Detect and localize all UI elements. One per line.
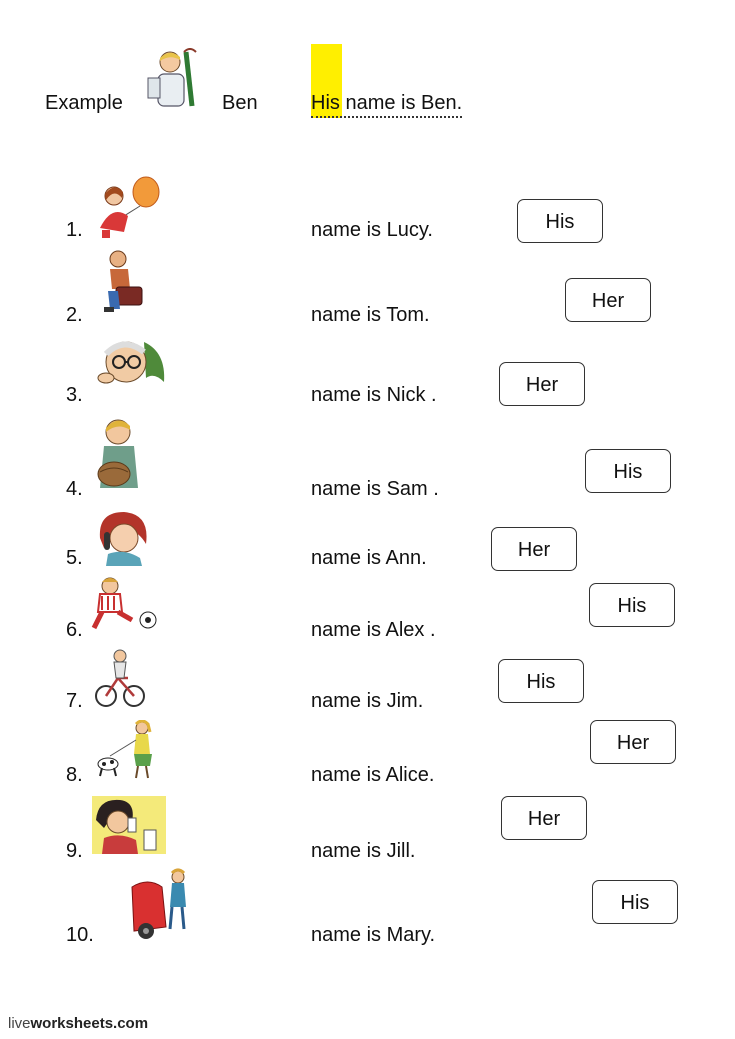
item-number-8: 8. bbox=[66, 764, 83, 786]
option-button-3[interactable]: Her bbox=[499, 362, 585, 406]
option-button-2[interactable]: Her bbox=[565, 278, 651, 322]
item-number-2: 2. bbox=[66, 304, 83, 326]
option-button-9[interactable]: Her bbox=[501, 796, 587, 840]
example-sentence bbox=[311, 91, 462, 118]
girl-walking-dog-icon bbox=[94, 720, 158, 782]
item-sentence-8: name is Alice. bbox=[311, 764, 435, 786]
option-button-4[interactable]: His bbox=[585, 449, 671, 493]
boy-sitting-on-suitcase-icon bbox=[100, 247, 150, 317]
girl-with-balloon-icon bbox=[94, 176, 164, 240]
man-on-bicycle-icon bbox=[94, 648, 146, 710]
example-name: Ben bbox=[222, 92, 258, 114]
item-number-5: 5. bbox=[66, 547, 83, 569]
example-answer-word: His bbox=[311, 92, 340, 114]
item-sentence-5: name is Ann. bbox=[311, 547, 427, 569]
option-button-8[interactable]: Her bbox=[590, 720, 676, 764]
item-number-7: 7. bbox=[66, 690, 83, 712]
item-sentence-2: name is Tom. bbox=[311, 304, 430, 326]
item-number-10: 10. bbox=[66, 924, 94, 946]
option-button-7[interactable]: His bbox=[498, 659, 584, 703]
item-number-9: 9. bbox=[66, 840, 83, 862]
girl-drinking-milk-icon bbox=[90, 794, 168, 856]
woman-with-red-car-icon bbox=[128, 867, 192, 943]
item-sentence-7: name is Jim. bbox=[311, 690, 424, 712]
item-sentence-4: name is Sam . bbox=[311, 478, 439, 500]
item-sentence-1: name is Lucy. bbox=[311, 219, 433, 241]
item-sentence-6: name is Alex . bbox=[311, 619, 436, 641]
man-with-umbrella-icon bbox=[140, 48, 204, 110]
example-label: Example bbox=[45, 92, 123, 114]
option-button-6[interactable]: His bbox=[589, 583, 675, 627]
item-sentence-9: name is Jill. bbox=[311, 840, 416, 862]
item-number-1: 1. bbox=[66, 219, 83, 241]
item-sentence-3: name is Nick . bbox=[311, 384, 437, 406]
example-sentence-rest: name is Ben. bbox=[339, 92, 463, 114]
option-button-5[interactable]: Her bbox=[491, 527, 577, 571]
option-button-1[interactable]: His bbox=[517, 199, 603, 243]
item-number-6: 6. bbox=[66, 619, 83, 641]
item-number-4: 4. bbox=[66, 478, 83, 500]
old-man-with-glasses-icon bbox=[94, 332, 170, 396]
woman-on-phone-icon bbox=[94, 508, 152, 566]
item-sentence-10: name is Mary. bbox=[311, 924, 436, 946]
logo-bold: worksheets.com bbox=[30, 1015, 149, 1032]
boy-with-basket-icon bbox=[92, 414, 146, 494]
site-logo bbox=[8, 1015, 148, 1032]
boy-playing-football-icon bbox=[88, 576, 160, 634]
item-number-3: 3. bbox=[66, 384, 83, 406]
option-button-10[interactable]: His bbox=[592, 880, 678, 924]
logo-prefix: live bbox=[8, 1015, 31, 1032]
